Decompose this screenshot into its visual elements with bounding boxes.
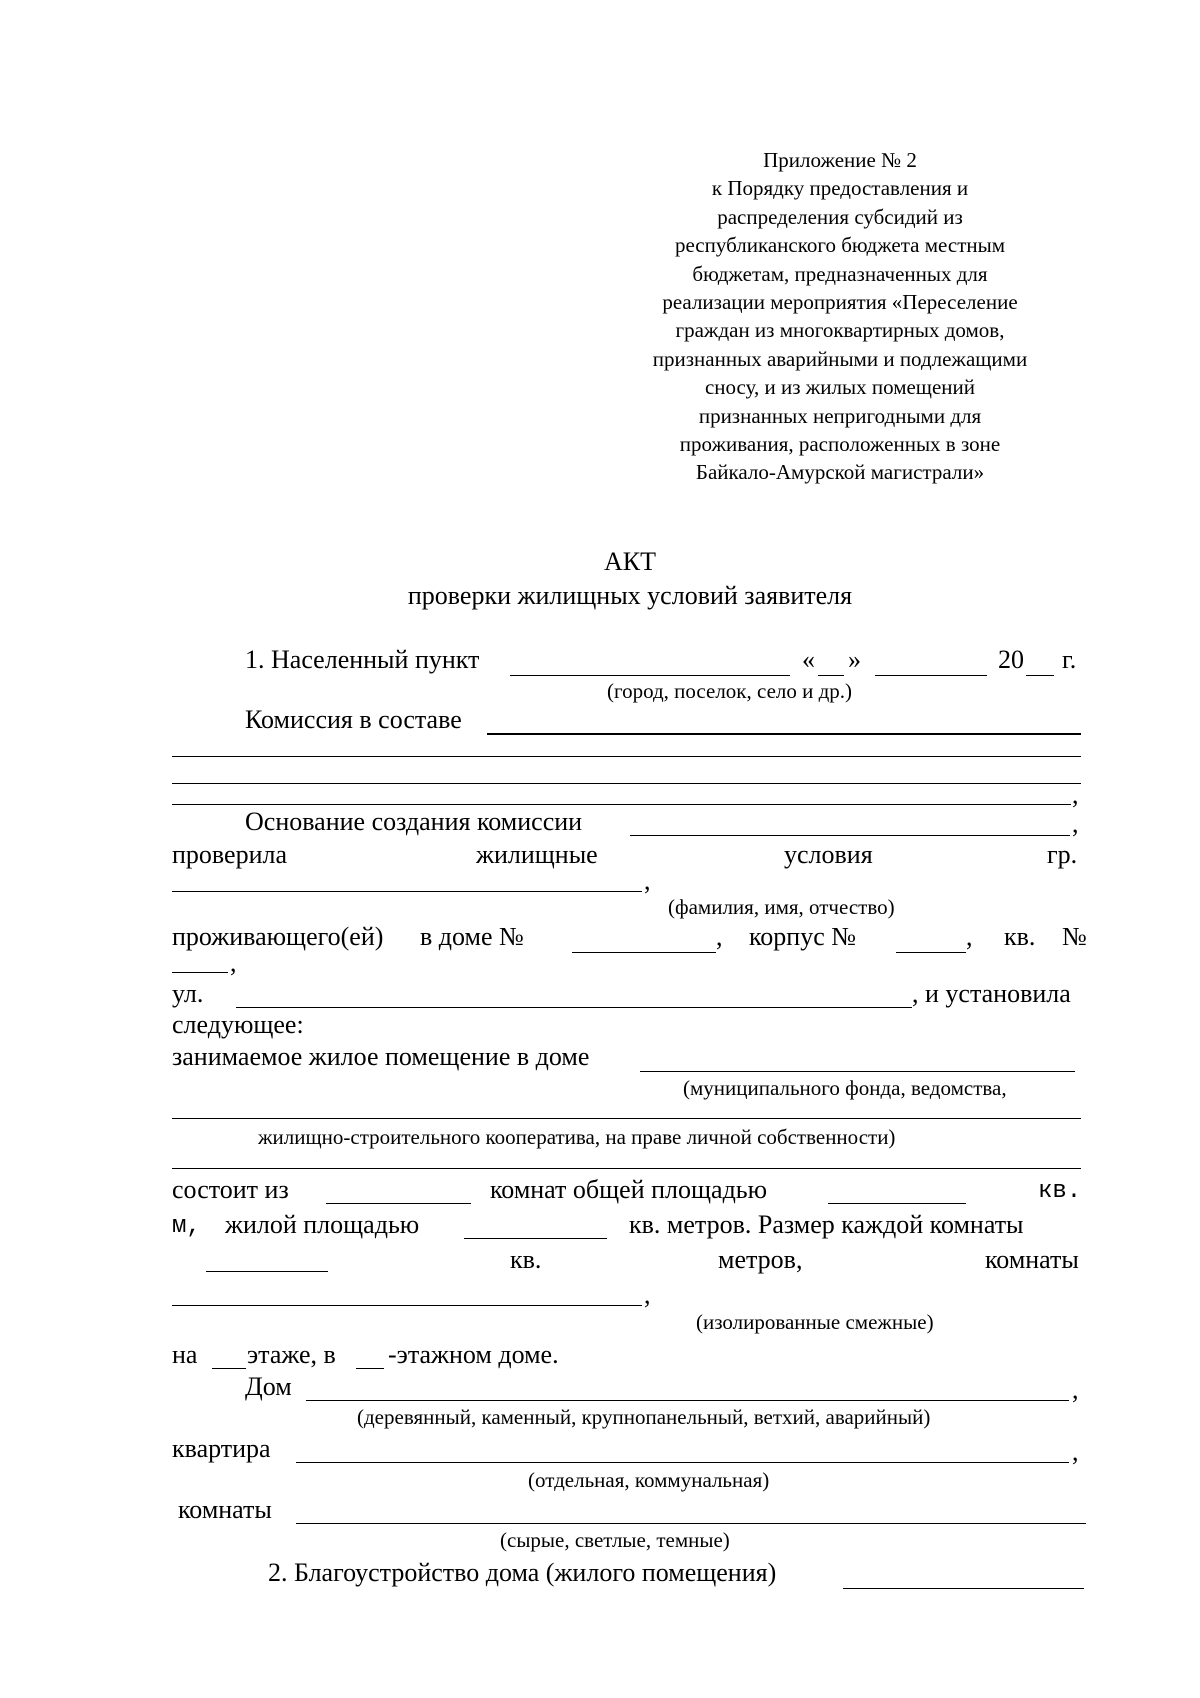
settlement-caption: (город, поселок, село и др.): [607, 679, 853, 703]
following-label: следующее:: [172, 1010, 304, 1039]
storeys-field[interactable]: [356, 1368, 384, 1369]
flat-type-field[interactable]: [296, 1462, 1069, 1463]
fund-line-3[interactable]: [172, 1168, 1081, 1169]
document-title: АКТ: [604, 547, 656, 576]
appendix-header: [600, 146, 1080, 487]
amenities-label: 2. Благоустройство дома (жилого помещения): [268, 1558, 777, 1587]
apartment-field[interactable]: [172, 972, 228, 973]
fund-line-2[interactable]: [172, 1118, 1081, 1119]
meters-word: метров,: [718, 1245, 803, 1274]
occupied-label: занимаемое жилое помещение в доме: [172, 1042, 590, 1071]
apartment-comma: ,: [230, 948, 237, 977]
rooms-total-area-label: комнат общей площадью: [490, 1175, 768, 1204]
flat-comma: ,: [1072, 1437, 1079, 1466]
appendix-line: проживания, расположенных в зоне: [679, 432, 1001, 457]
commission-label: Комиссия в составе: [245, 705, 462, 734]
appendix-line: Байкало-Амурской магистрали»: [695, 460, 985, 485]
room-type-comma: ,: [644, 1280, 651, 1309]
house-comma: ,: [716, 922, 723, 951]
appendix-line: к Порядку предоставления и: [711, 176, 969, 201]
living-area-field[interactable]: [464, 1238, 607, 1239]
appendix-line: реализации мероприятия «Переселение: [662, 290, 1018, 315]
street-field[interactable]: [236, 1007, 912, 1008]
house-caption: (деревянный, каменный, крупнопанельный, ветхий, аварийный): [357, 1405, 931, 1429]
rooms-label: комнаты: [178, 1495, 272, 1524]
appendix-line: Приложение № 2: [763, 148, 917, 172]
building-field[interactable]: [896, 952, 966, 953]
basis-label: Основание создания комиссии: [245, 807, 583, 836]
rooms-count-field[interactable]: [326, 1203, 471, 1204]
living-area-label: жилой площадью: [225, 1210, 420, 1239]
total-area-field[interactable]: [828, 1203, 966, 1204]
day-field[interactable]: [818, 675, 844, 676]
room-size-field[interactable]: [206, 1271, 328, 1272]
year-prefix: 20: [998, 645, 1024, 674]
rooms-condition-field[interactable]: [296, 1523, 1086, 1524]
fund-field[interactable]: [640, 1071, 1075, 1072]
building-comma: ,: [966, 922, 973, 951]
checked-word: проверила: [172, 840, 288, 869]
amenities-field[interactable]: [843, 1588, 1084, 1589]
flat-label: квартира: [172, 1434, 271, 1463]
sq-m-label: кв.: [1038, 1178, 1082, 1205]
house-comma: ,: [1072, 1375, 1079, 1404]
fund-caption: (муниципального фонда, ведомства,: [683, 1076, 1007, 1100]
basis-comma: ,: [1072, 809, 1079, 838]
floor-text: этаже, в: [247, 1340, 336, 1369]
house-label: Дом: [245, 1372, 292, 1401]
floor-storey-text: -этажном доме.: [388, 1340, 559, 1369]
commission-line-4[interactable]: [172, 804, 1071, 805]
apartment-label: кв.: [1004, 922, 1036, 951]
year-suffix: г.: [1062, 645, 1077, 674]
basis-field[interactable]: [630, 835, 1070, 836]
room-sizes-label: кв. метров. Размер каждой комнаты: [629, 1210, 1024, 1239]
settlement-field[interactable]: [510, 675, 790, 676]
appendix-line: сносу, и из жилых помещений: [704, 375, 976, 400]
house-number-field[interactable]: [572, 952, 716, 953]
apartment-no-sign: №: [1062, 922, 1087, 951]
citizen-name-field[interactable]: [172, 891, 642, 892]
rooms-caption: (сырые, светлые, темные): [500, 1528, 730, 1552]
building-label: корпус №: [749, 922, 857, 951]
appendix-line: распределения субсидий из: [717, 204, 963, 229]
date-open-quote: «: [802, 645, 815, 674]
month-field[interactable]: [875, 675, 987, 676]
commission-comma: ,: [1072, 780, 1079, 809]
checked-word: жилищные: [476, 840, 598, 869]
house-type-field[interactable]: [306, 1400, 1069, 1401]
date-close-quote: »: [848, 645, 861, 674]
year-field[interactable]: [1026, 675, 1054, 676]
rooms-word: комнаты: [985, 1245, 1079, 1274]
isolated-caption: (изолированные смежные): [696, 1310, 934, 1334]
room-type-field[interactable]: [172, 1305, 642, 1306]
appendix-line: бюджетам, предназначенных для: [692, 261, 988, 286]
residing-label: проживающего(ей): [172, 922, 384, 951]
floor-on-label: на: [172, 1340, 198, 1369]
checked-word: условия: [784, 840, 873, 869]
floor-field[interactable]: [212, 1368, 246, 1369]
consists-of-label: состоит из: [172, 1175, 289, 1204]
appendix-line: граждан из многоквартирных домов,: [675, 318, 1005, 343]
citizen-comma: ,: [644, 866, 651, 895]
in-house-label: в доме №: [420, 922, 524, 951]
commission-line-3[interactable]: [172, 783, 1081, 784]
flat-caption: (отдельная, коммунальная): [528, 1468, 770, 1492]
settlement-label: 1. Населенный пункт: [245, 645, 480, 674]
sq-m-label-cont: м,: [172, 1213, 201, 1240]
appendix-line: признанных аварийными и подлежащими: [652, 346, 1028, 371]
established-label: , и установила: [912, 979, 1071, 1008]
appendix-line: республиканского бюджета местным: [674, 233, 1006, 258]
street-label: ул.: [172, 979, 204, 1008]
checked-word: гр.: [1047, 840, 1078, 869]
commission-field[interactable]: [487, 733, 1081, 735]
coop-caption: жилищно-строительного кооператива, на праве личной собственности): [258, 1125, 896, 1149]
fio-caption: (фамилия, имя, отчество): [668, 895, 895, 919]
commission-line-2[interactable]: [172, 756, 1081, 757]
appendix-line: признанных непригодными для: [698, 403, 982, 428]
kv-word: кв.: [510, 1245, 542, 1274]
document-subtitle: проверки жилищных условий заявителя: [407, 581, 853, 610]
